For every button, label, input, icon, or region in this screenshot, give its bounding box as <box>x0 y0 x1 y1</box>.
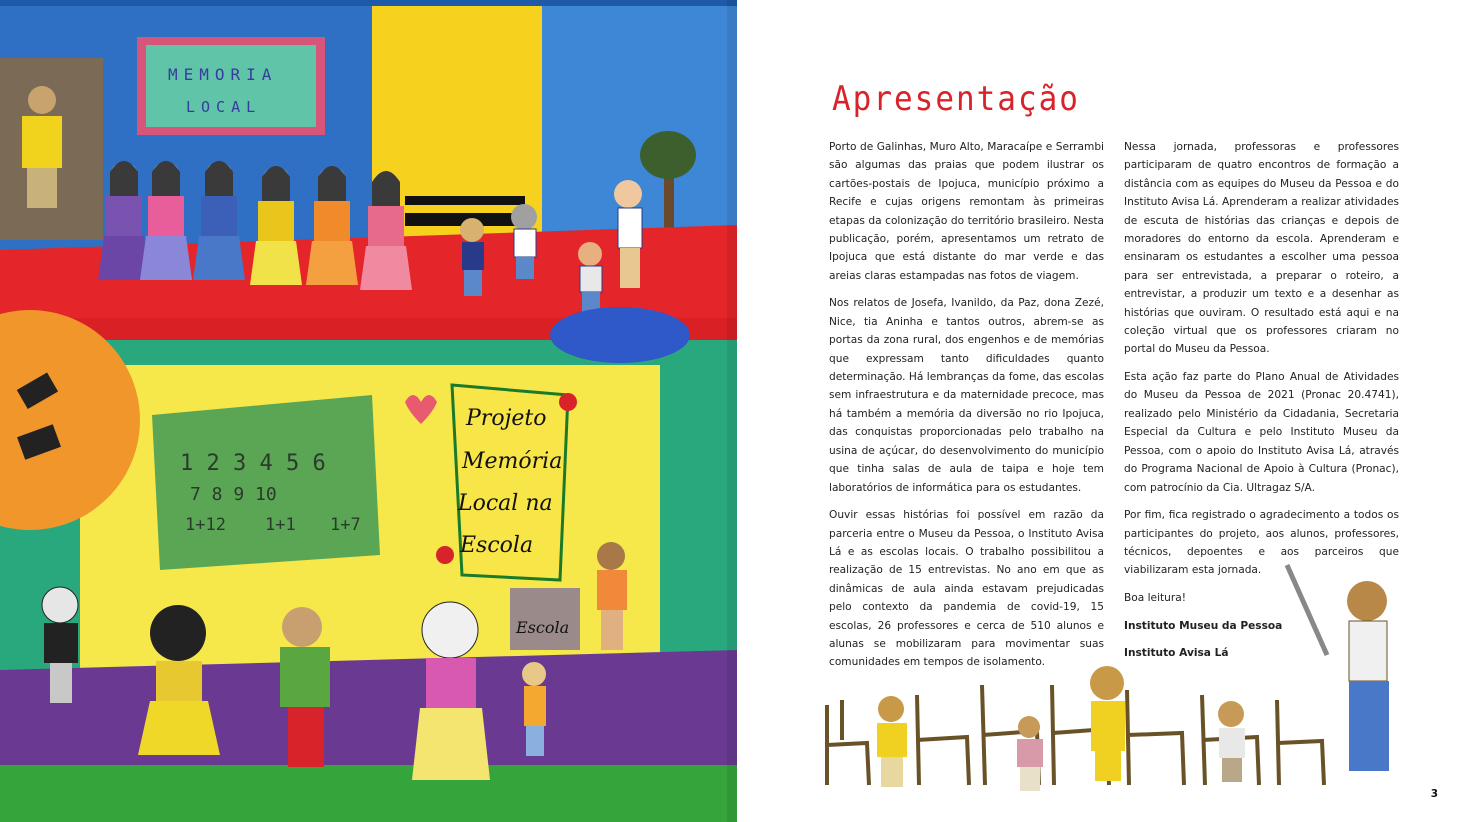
paragraph: Nessa jornada, professoras e professores participaram de quatro encontros de formação a distância com as equipes do Museu da Pessoa e do Instituto Avisa Lá. Aprenderam a realizar atividades de escuta de histórias das crianças e depois de moradores do entorno da escola. Aprenderam e ensinaram os estudantes a escolher uma pessoa para ser entrevistada, a preparar o roteiro, a entrevistar, a produzir um texto e a desenhar as histórias que ouviram. O resultado está aqui e na coleção virtual que os professores criaram no portal do Museu da Pessoa. <box>1124 141 1399 356</box>
poster-line-2: Memória <box>462 449 563 474</box>
board-text-1: MEMORIA <box>168 65 278 84</box>
kid <box>1218 701 1245 782</box>
board-numbers-1: 1 2 3 4 5 6 <box>180 451 326 476</box>
board-text-2: LOCAL <box>186 98 262 116</box>
text-page <box>737 0 1474 822</box>
board-numbers-2: 7 8 9 10 <box>190 484 277 505</box>
paragraph: Porto de Galinhas, Muro Alto, Maracaípe e Serrambi são algumas das praias que podem ilustrar os cartões-postais de Ipojuca, município próximo a Recife e cujas origens remontam às primeiras etapas da colonização do território brasileiro. Nesta publicação, porém, apresentamos um retrato de Ipojuca que está distante do mar verde e das areias claras estampadas nas fotos de viagem. <box>829 141 1104 282</box>
paragraph: Ouvir essas histórias foi possível em razão da parceria entre o Museu da Pessoa, o Instituto Avisa Lá e as escolas locais. O trabalho possibilitou a realização de 15 entrevistas. No ano em que as dinâmicas de aula ainda estavam prejudicadas pelo contexto da pandemia de covid-19, 15 escolas, 26 professores e cerca de 510 alunos e alunas se mobilizaram para movimentar suas comunidades em tempos de isolamento. <box>829 509 1104 669</box>
poster-line-1: Projeto <box>466 406 547 431</box>
page-title: Apresentação <box>832 80 1080 119</box>
page-number: 3 <box>1430 788 1438 800</box>
cloud <box>550 307 690 363</box>
paragraph: Nos relatos de Josefa, Ivanildo, da Paz, dona Zezé, Nice, tia Aninha e tantos outros, abrem-se as portas da zona rural, dos engenhos e de memórias que expressam tanto dificuldades quanto determinação. Há lembranças da fome, das escolas sem infraestrutura e da maternidade precoce, mas há também a memória da diversão no rio Ipojuca, das conquistas proporcionadas pelo trabalho na usina de açúcar, do desenvolvimento do município que tinha salas de aula de taipa e hoje tem laboratórios de informática para os estudantes. <box>829 297 1104 494</box>
purple-floor <box>0 650 737 780</box>
classroom-drawing <box>807 545 1447 795</box>
math-board <box>152 395 380 570</box>
signature-avisa: Instituto Avisa Lá <box>1124 647 1229 660</box>
poster-line-4: Escola <box>460 533 534 558</box>
kid <box>1017 716 1043 791</box>
closing-line: Boa leitura! <box>1124 591 1186 604</box>
kid <box>877 696 907 787</box>
poster-line-3: Local na <box>458 491 553 516</box>
board-sum-2: 1+1 <box>265 515 296 535</box>
signature-museu: Instituto Museu da Pessoa <box>1124 619 1283 632</box>
grass <box>0 765 737 822</box>
paragraph: Por fim, fica registrado o agradecimento a todos os participantes do projeto, aos alunos, professores, técnicos, depoentes e aos parceiros que viabilizaram esta jornada. <box>1124 509 1399 577</box>
board-sum-3: 1+7 <box>330 515 361 535</box>
paragraph: Esta ação faz parte do Plano Anual de Atividades do Museu da Pessoa de 2021 (Pronac 20.4741), realizado pelo Ministério da Cidadania, Secretaria Especial da Cultura e pelo Instituto Museu da Pessoa, com o apoio do Instituto Avisa Lá, através do Programa Nacional de Apoio à Cultura (Pronac), com patrocínio da Cia. Ultragaz S/A. <box>1124 371 1399 494</box>
teacher-figure <box>22 116 62 168</box>
board-sum-1: 1+12 <box>185 515 226 535</box>
school-sign: Escola <box>516 618 570 637</box>
tree <box>640 131 696 179</box>
kid <box>1090 666 1125 781</box>
